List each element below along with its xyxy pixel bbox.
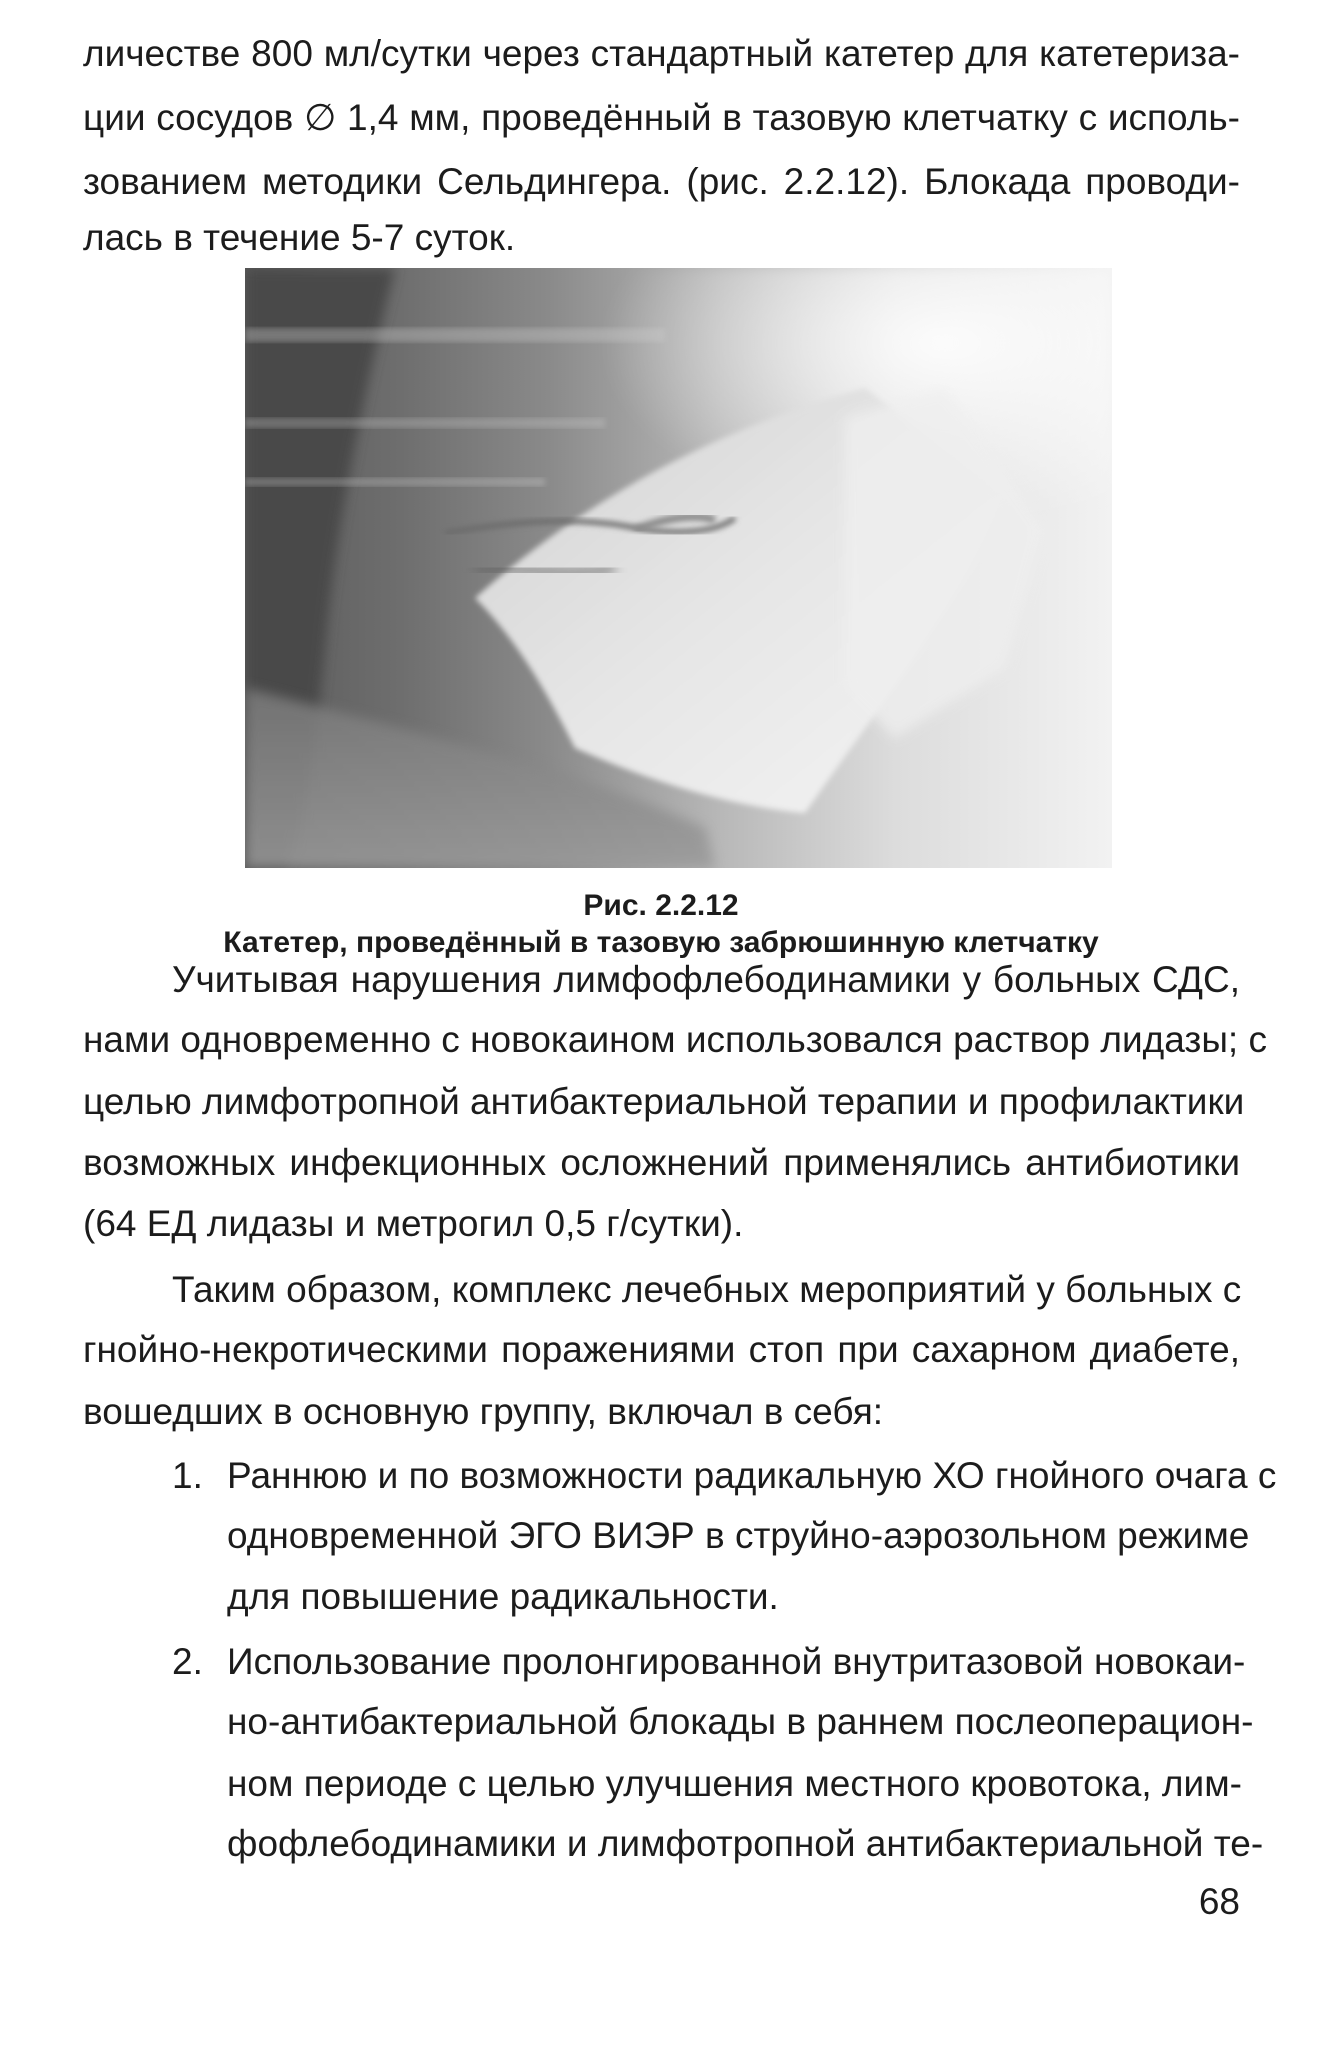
paragraph2-line-3: целью лимфотропной антибактериальной терапии и профилактики <box>83 1081 1245 1122</box>
paragraph2-line-1: Учитывая нарушения лимфофлебодинамики у больных СДС, <box>172 959 1240 1000</box>
paragraph2-line-2: нами одновременно с новокаином использовался раствор лидазы; с <box>83 1019 1267 1060</box>
list-item-2-line-1: Использование пролонгированной внутритазовой новокаи- <box>227 1641 1246 1682</box>
page-number: 68 <box>1198 1881 1240 1922</box>
list-item-1-number: 1. <box>172 1455 203 1496</box>
list-item-1-line-3: для повышение радикальности. <box>227 1576 779 1617</box>
list-item-2-line-4: фофлебодинамики и лимфотропной антибактериальной те- <box>227 1823 1264 1864</box>
paragraph3-line-1: Таким образом, комплекс лечебных мероприятий у больных с <box>172 1269 1242 1310</box>
top-paragraph-line-4: лась в течение 5-7 суток. <box>83 217 516 258</box>
list-item-1-line-1: Раннюю и по возможности радикальную ХО гнойного очага с <box>227 1455 1277 1496</box>
paragraph2-line-4: возможных инфекционных осложнений применялись антибиотики <box>83 1142 1240 1183</box>
list-item-2-number: 2. <box>172 1641 203 1682</box>
top-paragraph-line-2: ции сосудов ∅ 1,4 мм, проведённый в тазовую клетчатку с исполь- <box>83 97 1240 138</box>
list-item-1-line-2: одновременной ЭГО ВИЭР в струйно-аэрозольном режиме <box>227 1515 1250 1556</box>
paragraph2-line-5: (64 ЕД лидазы и метрогил 0,5 г/сутки). <box>83 1203 744 1244</box>
figure-title: Катетер, проведённый в тазовую забрюшинную клетчатку <box>223 926 1099 959</box>
top-paragraph-line-1: личестве 800 мл/сутки через стандартный катетер для катетериза- <box>83 33 1240 74</box>
figure-label: Рис. 2.2.12 <box>583 889 739 922</box>
list-item-2-line-2: но-антибактериальной блокады в раннем послеоперацион- <box>227 1701 1254 1742</box>
list-item-2-line-3: ном периоде с целью улучшения местного кровотока, лим- <box>227 1763 1242 1804</box>
top-paragraph-line-3: зованием методики Сельдингера. (рис. 2.2.12). Блокада проводи- <box>83 161 1240 202</box>
figure-photo <box>245 268 1112 868</box>
paragraph3-line-2: гнойно-некротическими поражениями стоп при сахарном диабете, <box>83 1329 1240 1370</box>
paragraph3-line-3: вошедших в основную группу, включал в себя: <box>83 1391 884 1432</box>
